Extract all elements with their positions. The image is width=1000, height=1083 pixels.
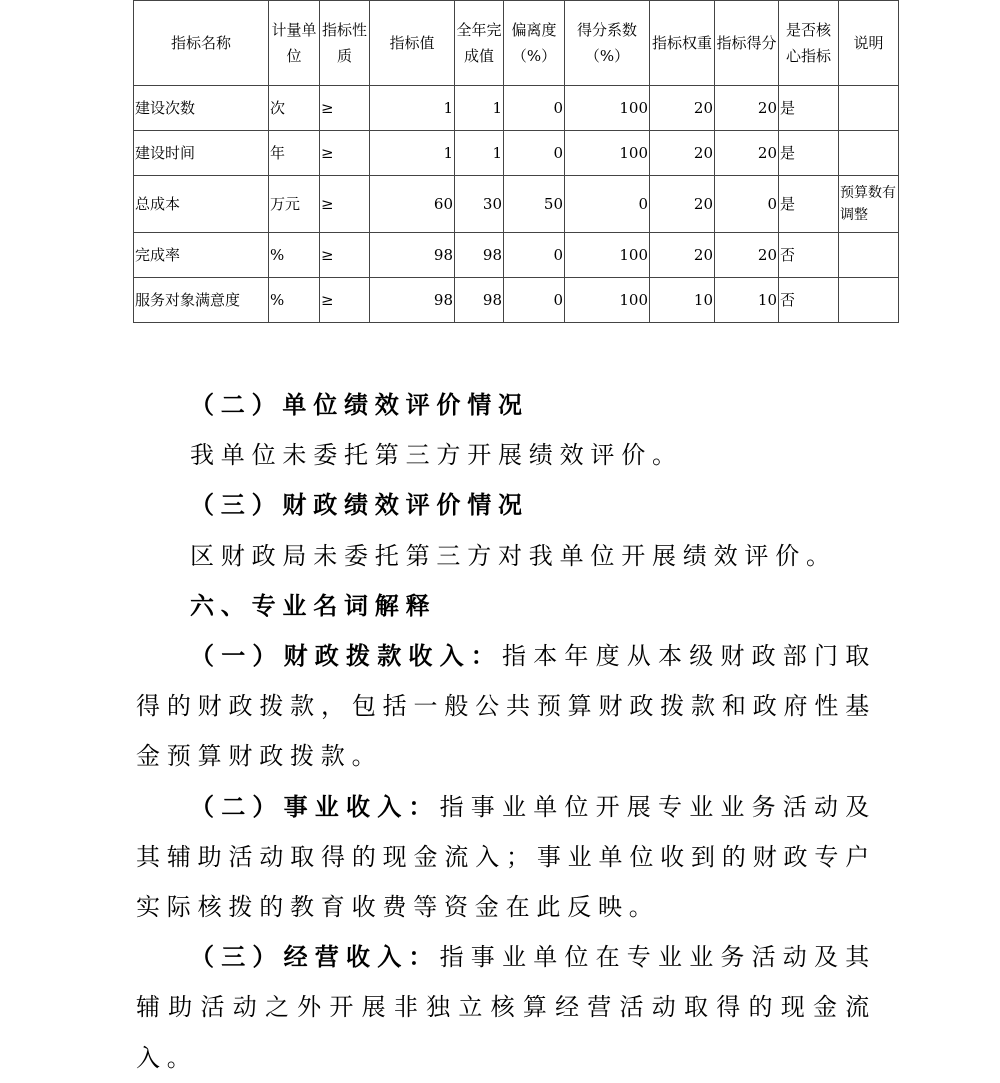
table-cell [839, 233, 899, 278]
table-cell [839, 86, 899, 131]
table-row [134, 131, 899, 176]
performance-indicator-table [133, 0, 899, 323]
column-header: 偏离度（%） [504, 1, 565, 86]
table-cell: 100 [565, 233, 650, 278]
table-cell [839, 131, 899, 176]
table-cell: 0 [504, 131, 565, 176]
column-header: 全年完成值 [455, 1, 504, 86]
column-header: 说明 [839, 1, 899, 86]
table-row [134, 86, 899, 131]
column-header: 指标值 [370, 1, 455, 86]
table-cell: 是 [779, 176, 839, 233]
table-cell: 10 [650, 278, 715, 323]
table-cell: 98 [455, 278, 504, 323]
table-cell: ≥ [320, 131, 370, 176]
column-header: 指标权重 [650, 1, 715, 86]
document-body [136, 380, 876, 1083]
table-cell: 20 [650, 86, 715, 131]
table-cell: 1 [455, 86, 504, 131]
table-cell: ≥ [320, 176, 370, 233]
table-cell: 次 [269, 86, 320, 131]
table-cell: 20 [650, 176, 715, 233]
table-row [134, 233, 899, 278]
paragraph-unit-evaluation: 我单位未委托第三方开展绩效评价。 [190, 441, 683, 470]
table-cell: 30 [455, 176, 504, 233]
table-cell: 服务对象满意度 [134, 278, 269, 323]
table-cell: 是 [779, 86, 839, 131]
table-cell: 0 [504, 86, 565, 131]
table-cell: 100 [565, 131, 650, 176]
table-cell: 0 [565, 176, 650, 233]
table-cell: ≥ [320, 278, 370, 323]
table-cell: 预算数有调整 [839, 176, 899, 233]
table-cell: 万元 [269, 176, 320, 233]
table-cell [839, 278, 899, 323]
table-cell: 20 [650, 131, 715, 176]
table-cell: 0 [715, 176, 779, 233]
column-header: 得分系数（%） [565, 1, 650, 86]
table-header-row [134, 1, 899, 86]
column-header: 是否核心指标 [779, 1, 839, 86]
term-operating-income: （三）经营收入：指事业单位在专业业务活动及其辅助活动之外开展非独立核算经营活动取得的现金流入。 [136, 942, 877, 1072]
table-cell: 50 [504, 176, 565, 233]
table-cell: 98 [370, 233, 455, 278]
table-cell: 60 [370, 176, 455, 233]
table-cell: ≥ [320, 86, 370, 131]
table-cell: 否 [779, 278, 839, 323]
column-header: 计量单位 [269, 1, 320, 86]
table-cell: 20 [715, 131, 779, 176]
table-cell: 否 [779, 233, 839, 278]
section-heading-finance-evaluation: （三）财政绩效评价情况 [190, 490, 529, 520]
table-cell: 1 [370, 86, 455, 131]
table-cell: 10 [715, 278, 779, 323]
table-cell: 98 [370, 278, 455, 323]
table-cell: 1 [370, 131, 455, 176]
table-cell: 完成率 [134, 233, 269, 278]
table-cell: 98 [455, 233, 504, 278]
table-cell: 20 [650, 233, 715, 278]
term-fiscal-appropriation: （一）财政拨款收入：指本年度从本级财政部门取得的财政拨款，包括一般公共预算财政拨款和政府性基金预算财政拨款。 [136, 641, 876, 771]
column-header: 指标性质 [320, 1, 370, 86]
table-cell: 1 [455, 131, 504, 176]
table-cell: 100 [565, 278, 650, 323]
table-cell: 建设次数 [134, 86, 269, 131]
table-cell: % [269, 278, 320, 323]
column-header: 指标得分 [715, 1, 779, 86]
table-cell: 总成本 [134, 176, 269, 233]
table-cell: 20 [715, 233, 779, 278]
section-heading-terms: 六、专业名词解释 [190, 590, 437, 620]
term-business-income: （二）事业收入：指事业单位开展专业业务活动及其辅助活动取得的现金流入；事业单位收到的财政专户实际核拨的教育收费等资金在此反映。 [136, 791, 877, 922]
table-cell: 是 [779, 131, 839, 176]
table-cell: 0 [504, 233, 565, 278]
paragraph-finance-evaluation: 区财政局未委托第三方对我单位开展绩效评价。 [190, 541, 837, 570]
table-row [134, 278, 899, 323]
table-row [134, 176, 899, 233]
column-header: 指标名称 [134, 1, 269, 86]
table-cell: 建设时间 [134, 131, 269, 176]
table-cell: ≥ [320, 233, 370, 278]
table-cell: 20 [715, 86, 779, 131]
section-heading-unit-evaluation: （二）单位绩效评价情况 [190, 390, 529, 419]
table-cell: 0 [504, 278, 565, 323]
table-cell: % [269, 233, 320, 278]
table-cell: 100 [565, 86, 650, 131]
table-cell: 年 [269, 131, 320, 176]
